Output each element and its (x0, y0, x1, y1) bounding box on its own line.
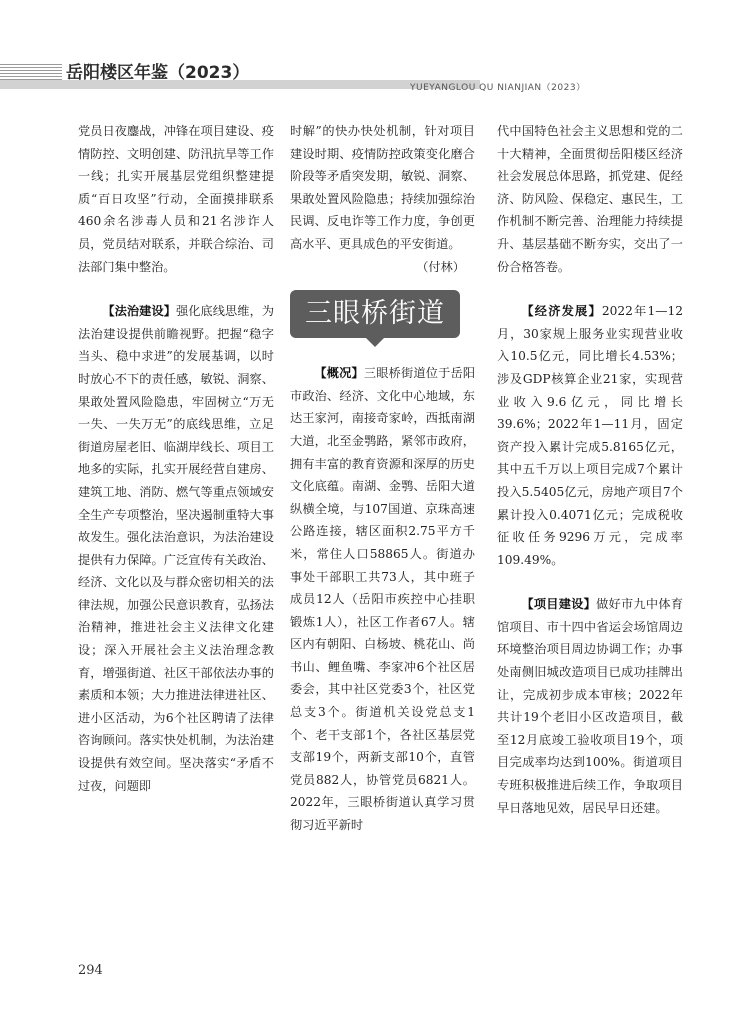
legal-body: 强化底线思维，为法治建设提供前瞻视野。把握“稳字当头、稳中求进”的发展基调，以时时放心不下的责任感，敏锐、洞察、果敢处置风险隐患，牢固树立“万无一失、一失万无”的底线思维，立足街道房屋老旧、临湖岸线长、项目工地多的实际，扎实开展经营自建房、建筑工地、消防、燃气等重点领域安全生产专项整治，坚决遏制重特大事故发生。强化法治意识，为法治建设提供有力保障。广泛宣传有关政治、经济、文化以及与群众密切相关的法律法规，加强公民意识教育，弘扬法治精神，推进社会主义法律文化建设；深入开展社会主义法治理念教育，增强街道、社区干部依法办事的素质和本领；大力推进法律进社区、进小区活动，为6个社区聘请了法律咨询顾问。落实快处机制，为法治建设提供有效空间。坚决落实“矛盾不过夜，问题即 (78, 304, 275, 793)
paragraph-economy (497, 300, 683, 571)
paragraph-legal (78, 300, 274, 797)
paragraph-continued: 时解”的快办快处机制，针对项目建设时期、疫情防控政策变化磨合阶段等矛盾突发期，敏锐、洞察、果敢处置风险隐患；持续加强综治民调、反电诈等工作力度，争创更高水平、更具成色的平安街道。 (290, 124, 475, 251)
header-subtitle: YUEYANGLOU QU NIANJIAN（2023） (410, 83, 586, 93)
running-header (0, 58, 750, 93)
section-heading-overview: 【概况】 (314, 366, 364, 381)
banner-title: 三眼桥街道 (290, 290, 460, 338)
author-signature: （付林） (416, 259, 465, 274)
paragraph-continued: 党员日夜鏖战，冲锋在项目建设、疫情防控、文明创建、防汛抗旱等工作一线；扎实开展基层党组织整建提质“百日攻坚”行动，全面摸排联系460余名涉毒人员和21名涉诈人员，党员结对联系，并联合综治、司法部门集中整治。 (78, 124, 274, 274)
page-number: 294 (78, 963, 103, 978)
section-heading-legal: 【法治建设】 (102, 304, 176, 319)
column-left (78, 120, 274, 797)
header-title: 岳阳楼区年鉴（2023） (66, 63, 250, 83)
banner-pointer (365, 337, 385, 347)
overview-body: 三眼桥街道位于岳阳市政治、经济、文化中心地域，东达王家河，南接奇家岭，西抵南湖大道，北至金鹗路，紧邻市政府，拥有丰富的教育资源和深厚的历史文化底蕴。南湖、金鹗、岳阳大道纵横全境，与107国道、京珠高速公路连接，辖区面积2.75平方千米，常住人口58865人。街道办事处干部职工共73人，其中班子成员12人（岳阳市疾控中心挂职锻炼1人），社区工作者67人。辖区内有朝阳、白杨坡、桃花山、尚书山、鲤鱼嘴、李家冲6个社区居委会，其中社区党委3个，社区党总支3个。街道机关设党总支1个、老干支部1个，各社区基层党支部19个，两新支部10个，直管党员882人，协管党员6821人。2022年，三眼桥街道认真学习贯彻习近平新时 (290, 366, 476, 833)
economy-body: 2022年1—12月，30家规上服务业实现营业收入10.5亿元，同比增长4.53%；涉及GDP核算企业21家，实现营业收入9.6亿元，同比增长39.6%；2022年1—11月，固定资产投入累计完成5.8165亿元，其中五千万以上项目完成7个累计投入5.5405亿元，房地产项目7个累计投入0.4071亿元；完成税收征收任务9296万元，完成率109.49%。 (497, 304, 684, 567)
column-right (497, 120, 683, 819)
paragraph-projects (497, 593, 683, 819)
column-middle (290, 120, 475, 837)
paragraph-continued: 代中国特色社会主义思想和党的二十大精神，全面贯彻岳阳楼区经济社会发展总体思路，抓党建、促经济、防风险、保稳定、惠民生，工作机制不断完善、治理能力持续提升、基层基础不断夯实，交出了一份合格答卷。 (497, 124, 683, 274)
section-heading-projects: 【项目建设】 (521, 597, 597, 612)
section-heading-economy: 【经济发展】 (521, 304, 602, 319)
section-banner (290, 290, 475, 348)
paragraph-overview (290, 362, 475, 836)
projects-body: 做好市九中体育馆项目、市十四中省运会场馆周边环境整治项目周边协调工作；办事处南侧旧城改造项目已成功挂牌出让，完成初步成本审核；2022年共计19个老旧小区改造项目，截至12月底竣工验收项目19个，项目完成率均达到100%。街道项目专班积极推进后续工作，争取项目早日落地见效，居民早日还建。 (497, 597, 684, 815)
